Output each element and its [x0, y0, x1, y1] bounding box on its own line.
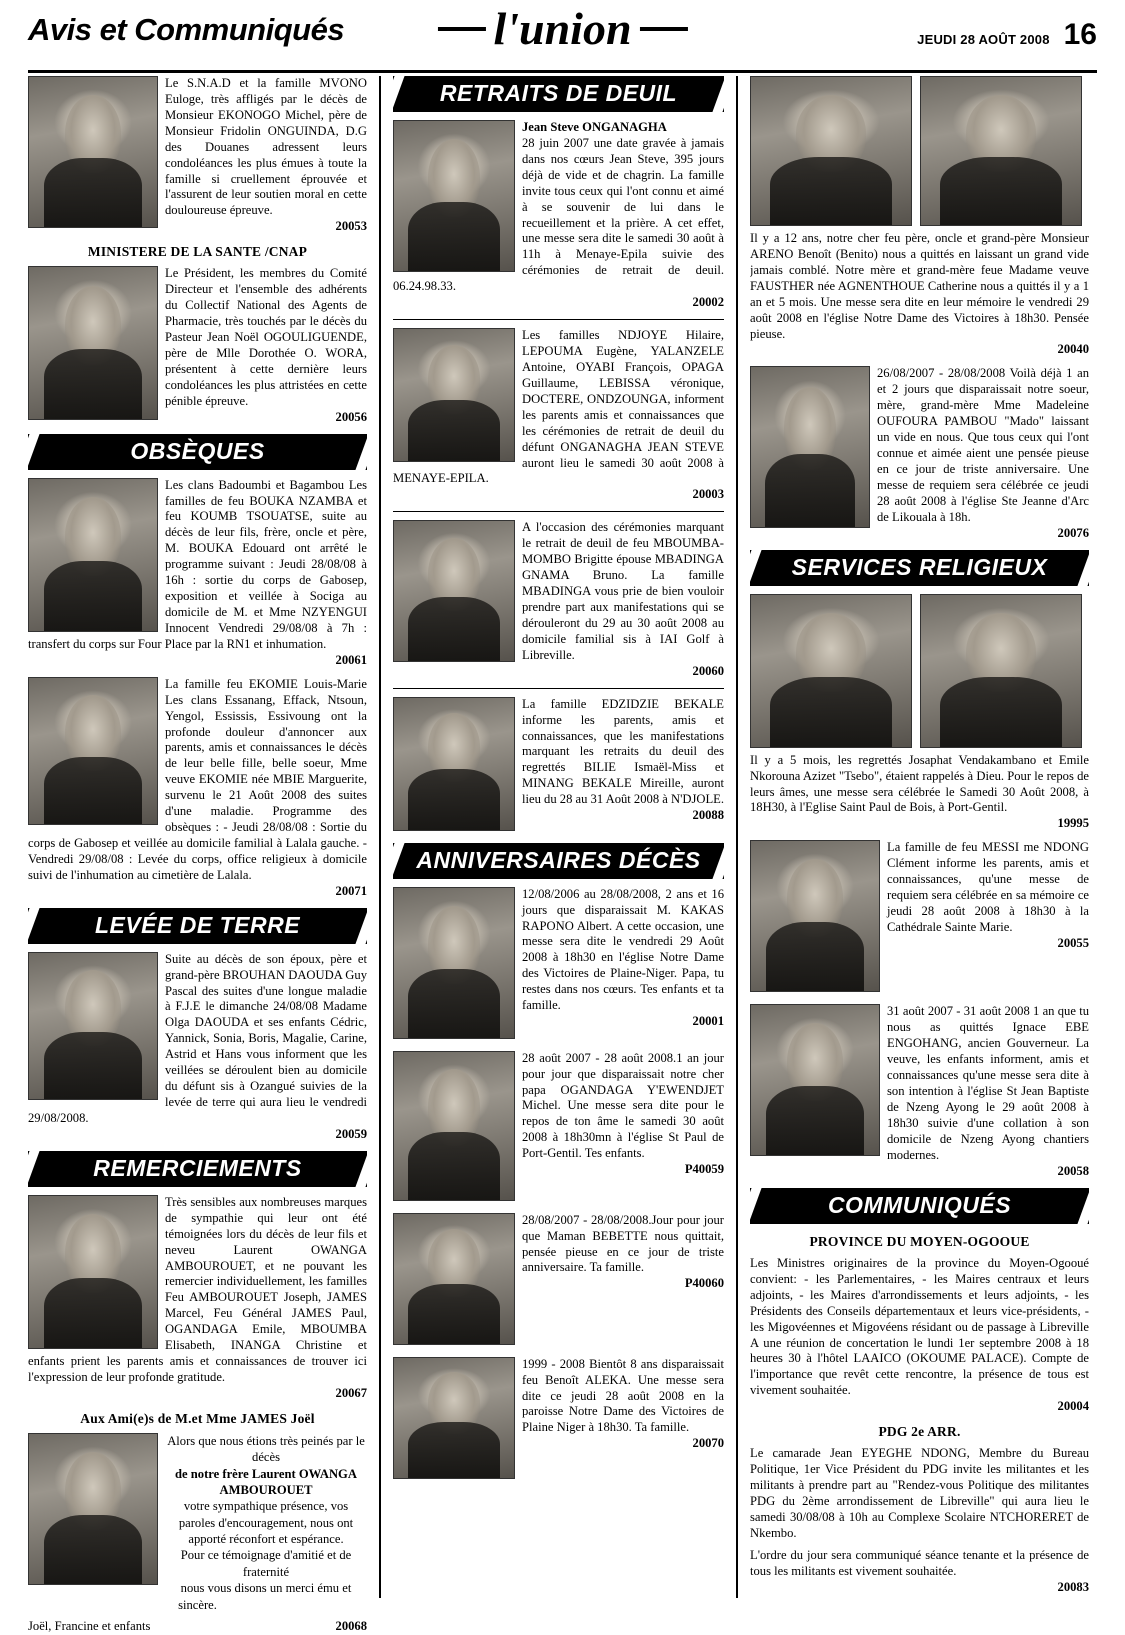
banner-retraits: RETRAITS DE DEUIL [393, 76, 724, 112]
notice-ref: 20083 [1057, 1580, 1089, 1595]
thanks-signature: Joël, Francine et enfants [28, 1618, 151, 1633]
logo-rule-right [640, 27, 688, 31]
notice-ref: 20040 [1057, 342, 1089, 357]
notice-text: La famille EDZIDZIE BEKALE informe les parents, amis et connaissances, que les manifestations marquant les retraits du deuil des regrettés BILIE Ismaël-Miss et MINANG BEKALE Mireille, auront lieu du 28 au 31 Août 2008 à N'DJOLE. [522, 696, 724, 807]
issue-date: JEUDI 28 AOÛT 2008 [917, 32, 1050, 47]
subheading-province: PROVINCE DU MOYEN-OGOOUE [809, 1233, 1030, 1249]
masthead [28, 3, 1097, 72]
portrait-photo [28, 1433, 158, 1585]
portrait-photo [393, 120, 515, 272]
notice-ref: 20058 [1057, 1163, 1089, 1178]
paper-logo [437, 3, 687, 54]
communique-pdg-text: Le camarade Jean EYEGHE NDONG, Membre du Bureau Politique, 1er Vice Président du PDG invite les militantes et les militants à prendre part au "Rendez-vous Politique des militantes PDG du 2ème arrondissement de Libreville" qui aura lieu le samedi 30/08/08 à 10h au Complexe Scolaire NTCHORERET de Nkembo. [750, 1446, 1089, 1541]
notice-vendakambano [750, 594, 1089, 832]
section-title: Avis et Communiqués [28, 12, 345, 47]
notice-aleka [393, 1357, 724, 1482]
banner-remerciements: REMERCIEMENTS [28, 1151, 367, 1187]
notice-text: Suite au décès de son époux, père et grand-père BROUHAN DAOUDA Guy Pascal des suites d'une longue maladie à F.J.E le dimanche 24/08/08 Madame Olga DAOUDA et ses enfants Cédric, Yannick, Sonia, Boris, Magalie, Carine, Astrid et Hans vous informent que les veillées se déroulent bien au domicile du défunt sis à Ozangué suivies de la levée de terre qui aura lieu le vendredi 29/08/2008. [28, 951, 367, 1125]
portrait-photo [393, 697, 515, 831]
portrait-photo [393, 1213, 515, 1345]
portrait-photo [750, 1004, 880, 1156]
portrait-photo [750, 840, 880, 992]
notice-text: Les familles NDJOYE Hilaire, LEPOUMA Eugène, YALANZELE Antoine, OYABI François, OPAGA Guillaume, LEBISSA véronique, DOCTERE, ONDZOUNGA, informent les parents amis et connaissances que les cérémonies de retrait de deuil du défunt ONGANAGHA JEAN STEVE auront lieu le samedi 30 août 2008 à MENAYE-EPILA. [393, 328, 724, 486]
notice-text: Le S.N.A.D et la famille MVONO Euloge, très affligés par le décès de Monsieur EKONOGO Michel, père de Monsieur Fridolin ONGUINDA, D.G des Douanes adressent leurs condoléances les plus émues à toute la famille si cruellement éprouvée et l'assurent de leur soutien moral en cette douloureuse épreuve. [165, 76, 367, 218]
notice-divider [393, 319, 724, 320]
header-divider [28, 70, 1097, 73]
notice-text: Les clans Badoumbi et Bagambou Les familles de feu BOUKA NZAMBA et feu KOUMB TSOUATSE, suite au décès de leur fils, frère, oncle et père, M. BOUKA Edouard ont arrêté le programme suivant : Jeudi 28/08/08 à 16h : sortie du corps de Gabosep, exposition et veillée à Sociga au domicile de M. et Mme NZYENGUI Innocent Vendredi 29/08/08 à 7h : transfert du corps sur Four Place par la RN1 et inhumation. [28, 477, 367, 651]
subheading-ministere: MINISTERE DE LA SANTE /CNAP [87, 244, 308, 260]
notice-ref: 20003 [692, 487, 724, 502]
notice-onganagha [393, 120, 724, 310]
banner-communiques: COMMUNIQUÉS [750, 1188, 1089, 1224]
portrait-photo [28, 76, 158, 228]
notice-title: Jean Steve ONGANAGHA [522, 120, 667, 134]
masthead-meta [917, 18, 1097, 52]
notice-mboumba-mombo [393, 520, 724, 678]
paper-name: l'union [493, 3, 632, 54]
column-divider [379, 76, 381, 1598]
notice-ref: P40060 [684, 1276, 724, 1291]
portrait-photo [393, 328, 515, 462]
communique-pdg-text-2: L'ordre du jour sera communiqué séance tenante et la présence de tous les militants est vivement souhaitée. [750, 1548, 1089, 1579]
notice-bebette [393, 1213, 724, 1348]
notice-ref: 20002 [692, 295, 724, 310]
subheading-pdg: PDG 2e ARR. [878, 1424, 961, 1440]
page-number: 16 [1063, 18, 1097, 51]
notice-ref: 20068 [335, 1618, 367, 1633]
notice-ref: 20001 [692, 1014, 724, 1029]
notice-cnap [28, 266, 367, 424]
notice-ref: 20056 [335, 409, 367, 424]
thanks-line-2: de notre frère Laurent OWANGA AMBOUROUET [175, 1466, 357, 1497]
notice-oufoura [750, 366, 1089, 540]
portrait-photo [750, 366, 870, 528]
column-3 [742, 76, 1089, 1598]
banner-anniversaires: ANNIVERSAIRES DÉCÈS [393, 843, 724, 879]
portrait-photo [393, 1051, 515, 1201]
notice-text: 12/08/2006 au 28/08/2008, 2 ans et 16 jours que disparaissait M. KAKAS RAPONO Albert. A cette occasion, une messe sera dite le vendredi 29 Août 2008 à 18h30 en l'église Notre Dame des Victoires de Plaine-Niger. Papa, tu restes dans nos cœurs. Tes enfants et ta famille. [522, 886, 724, 1013]
thanks-line-4: Pour ce témoignage d'amitié et de fraternité [180, 1548, 352, 1579]
notice-ogandaga [393, 1051, 724, 1204]
notice-text: 28/08/2007 - 28/08/2008.Jour pour jour que Maman BEBETTE nous quittait, pensée pieuse en ce jour de triste anniversaire. Ta famille. [522, 1212, 724, 1275]
notice-text: Très sensibles aux nombreuses marques de sympathie qui leur ont été témoignées lors du décès de leur fils et neveu Laurent OWANGA AMBOUROUET, et ne pouvant les remercier individuellement, les familles Feu AMBOUROUET Joseph, JAMES Marcel, Feu Général JAMES Paul, OGANDAGA Emile, MBOUMBA Elisabeth, INANGA Christine et enfants prient les parents amis et connaissances de trouver ici l'expression de leur profonde gratitude. [28, 1194, 367, 1384]
newspaper-page [0, 3, 1125, 1633]
notice-james-thanks [28, 1433, 367, 1635]
portrait-photo [28, 266, 158, 420]
notice-ref: 20004 [1057, 1399, 1089, 1414]
notice-ref: 20076 [1057, 525, 1089, 540]
banner-services: SERVICES RELIGIEUX [750, 550, 1089, 586]
portrait-photo [750, 594, 912, 748]
notice-snad [28, 76, 367, 234]
notice-text: Le Président, les membres du Comité Directeur et l'ensemble des adhérents du Collectif National des Agents de Pharmacie, très touchés par le décès du Pasteur Jean Noël OGOULIGUENDE, père de Mlle Dorothée O. WORA, présentent à cette dernière leurs condoléances les plus attristées en cette pénible épreuve. [165, 266, 367, 408]
notice-ref: 20070 [692, 1436, 724, 1451]
notice-ref: 20088 [692, 808, 724, 823]
column-2 [385, 76, 732, 1598]
notice-text: La famille feu EKOMIE Louis-Marie Les clans Essanang, Effack, Ntsoun, Yengol, Essissis, Essivoung ont la profonde douleur d'annoncer aux parents, amis et connaissances le décès de leur belle fille, belle soeur, Mme veuve EKOMIE née MBIE Marguerite, survenu le 21 Août 2008 des suites d'une maladie. Programme des obsèques : - Jeudi 28/08/08 : Sortie du corps de Gabosep et veillée au domicile familial à Lalala gauche. - Vendredi 29/08/08 : Levée du corps, office religieux à domicile suivi de l'inhumation au cimetière de Lalala. [28, 676, 367, 882]
notice-divider [393, 688, 724, 689]
notice-ref: P40059 [684, 1162, 724, 1177]
notice-text: 1999 - 2008 Bientôt 8 ans disparaissait feu Benoît ALEKA. Une messe sera dite ce jeudi 28 août 2008 en la paroisse Notre Dame des Victoires de Plaine Niger à 18h30. Ta famille. [522, 1356, 724, 1435]
notice-ref: 20055 [1057, 935, 1089, 950]
portrait-photo [393, 520, 515, 662]
column-divider [736, 76, 738, 1598]
notice-divider [393, 511, 724, 512]
portrait-photo [920, 76, 1082, 226]
notice-text: 28 août 2007 - 28 août 2008.1 an jour pour jour que disparaissait notre cher papa OGANDAGA Y'EWENDJET Michel. Une messe sera dite pour le repos de ton âme le samedi 30 août 2008 à 18h30mn à l'église St Paul de Port-Gentil. Tes enfants. [522, 1050, 724, 1161]
thanks-line-3: votre sympathique présence, vos paroles d'encouragement, nous ont apporté réconfort et espérance. [178, 1499, 354, 1547]
notice-ref: 20061 [335, 652, 367, 667]
communique-province-text: Les Ministres originaires de la province du Moyen-Ogooué convient: - les Parlementaires, - les Maires centraux et leurs adjoints, - les Maires d'arrondissements et leurs adjoints, - les Présidents des Conseils départementaux et leurs vice-présidents, - les Migovéennes et Migovéens résidant ou de passage à Libreville A une réunion de concertation le lundi 1er septembre 2008 à 18 heures 30 à l'hôtel LAAICO (OKOUME PALACE). Compte de l'importance que revêt cette rencontre, la présence de tous est vivement souhaitée. [750, 1255, 1089, 1398]
notice-areno [750, 76, 1089, 357]
notice-edzidzie [393, 697, 724, 834]
notice-owanga [28, 1195, 367, 1401]
banner-obseques: OBSÈQUES [28, 434, 367, 470]
logo-rule-left [437, 27, 485, 31]
notice-ref: 20071 [335, 883, 367, 898]
columns-container [28, 76, 1097, 1633]
banner-levee: LEVÉE DE TERRE [28, 908, 367, 944]
notice-kakas [393, 887, 724, 1042]
notice-text: 26/08/2007 - 28/08/2008 Voilà déjà 1 an et 2 jours que disparaissait notre soeur, mère, grand-mère Mme Madeleine OUFOURA PAMBOU "Mado" laissant un vide en nous. Que tous ceux qui l'ont connue et aimée aient une pensée pieuse en ce jour de triste anniversaire. Une messe de requiem sera célébrée ce jeudi 28 août 2008 à l'église Ste Jeanne d'Arc de Likouala à 18h. [877, 366, 1089, 524]
notice-ref: 20053 [335, 219, 367, 234]
portrait-photo [28, 478, 158, 632]
notice-text: 28 juin 2007 une date gravée à jamais dans nos cœurs Jean Steve, 395 jours déjà de vide et de chagrin. La famille invite tous ceux qui l'ont connu et aimé à se souvenir de lui dans le recueillement et la prière. A cet effet, une messe sera dite le samedi 30 août à 11h à Menaye-Epila suivie des cérémonies de retrait de deuil. 06.24.98.33. [393, 135, 724, 294]
notice-ref: 19995 [1057, 816, 1089, 831]
notice-ekomie [28, 677, 367, 899]
notice-ref: 20067 [335, 1385, 367, 1400]
portrait-photo [750, 76, 912, 226]
portrait-photo [920, 594, 1082, 748]
notice-bouka [28, 478, 367, 668]
notice-text: 31 août 2007 - 31 août 2008 1 an que tu nous as quittés Ignace EBE ENGOHANG, ancien Gouverneur. La veuve, les enfants informent, amis et connaissances qu'une messe sera dite à son intention à l'église St Jean Baptiste de Nzeng Ayong le 29 août 2008 à 18h30 suivie d'une collation à son domicile de Nzeng Ayong chantiers modernes. [887, 1004, 1089, 1162]
thanks-line-5: nous vous disons un merci ému et sincère. [178, 1581, 352, 1612]
notice-ref: 20059 [335, 1126, 367, 1141]
notice-messi-ndong [750, 840, 1089, 995]
notice-ndjoye [393, 328, 724, 502]
subheading-amis-james: Aux Ami(e)s de M.et Mme JAMES Joël [80, 1410, 315, 1426]
notice-ebe-engohang [750, 1004, 1089, 1178]
notice-brouhan [28, 952, 367, 1142]
portrait-photo [393, 1357, 515, 1479]
portrait-photo [28, 677, 158, 825]
notice-text: La famille de feu MESSI me NDONG Clément informe les parents, amis et connaissances, qu'une messe de requiem sera célébrée en sa mémoire ce jeudi 28 août 2008 à 18h30 à la Cathédrale Sainte Marie. [887, 840, 1089, 934]
portrait-photo [393, 887, 515, 1039]
notice-text: Il y a 5 mois, les regrettés Josaphat Vendakambano et Emile Nkorouna Azizet "Tsebo", étaient rappelés à Dieu. Pour le repos de leurs âmes, une messe sera célébrée le Samedi 30 Août 2008, à 18H30, à l'Eglise Saint Paul de Bois, à Port-Gentil. [750, 752, 1089, 815]
notice-ref: 20060 [692, 663, 724, 678]
column-1 [28, 76, 375, 1633]
notice-text: Il y a 12 ans, notre cher feu père, oncle et grand-père Monsieur ARENO Benoît (Benito) nous a quittés en laissant un grand vide jamais comblé. Notre mère et grand-mère feue Madame veuve FAUSTHER née AGNENTHOUE Catherine nous a quittés il y a 1 an et 5 mois. Une messe sera dite en leur mémoire le vendredi 29 août 2008 en l'église Notre Dame des Victoires à 18h30. Pensée pieuse. [750, 231, 1089, 341]
portrait-photo [28, 952, 158, 1100]
portrait-photo [28, 1195, 158, 1349]
thanks-line-1: Alors que nous étions très peinés par le décès [167, 1433, 365, 1465]
notice-text: A l'occasion des cérémonies marquant le retrait de deuil de feu MBOUMBA-MOMBO Brigitte épouse MBADINGA GNAMA Bruno. La famille MBADINGA vous prie de bien vouloir prendre part aux manifestations qui se dérouleront du 29 au 30 août 2008 au domicile familial sis à IAI Golf à Libreville. [522, 520, 724, 662]
